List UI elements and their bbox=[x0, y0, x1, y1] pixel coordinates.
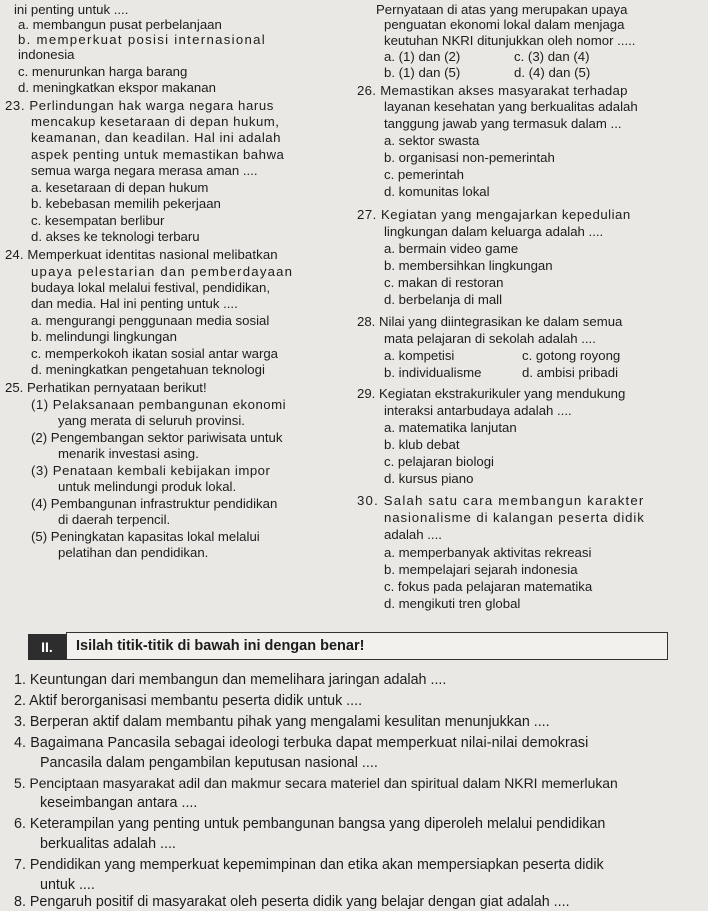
essay-question-8: 8. Pengaruh positif di masyarakat oleh peserta didik yang belajar dengan giat adalah .... bbox=[14, 894, 570, 910]
question-text: interaksi antarbudaya adalah .... bbox=[384, 403, 572, 418]
option-a: a. sektor swasta bbox=[384, 133, 480, 148]
option-d: d. komunitas lokal bbox=[384, 184, 490, 199]
option-b-cont: indonesia bbox=[18, 47, 75, 62]
statement-5: (5) Peningkatan kapasitas lokal melalui bbox=[31, 529, 260, 544]
statement-4: (4) Pembangunan infrastruktur pendidikan bbox=[31, 496, 278, 511]
text-line: ini penting untuk .... bbox=[14, 2, 129, 17]
option-c: c. pelajaran biologi bbox=[384, 454, 494, 469]
essay-question-7-cont: untuk .... bbox=[40, 877, 95, 893]
statement-2: (2) Pengembangan sektor pariwisata untuk bbox=[31, 430, 283, 445]
question-29: 29. Kegiatan ekstrakurikuler yang mendukung bbox=[357, 386, 626, 401]
essay-question-5-cont: keseimbangan antara .... bbox=[40, 795, 198, 811]
question-text: keutuhan NKRI ditunjukkan oleh nomor ..... bbox=[384, 33, 636, 48]
option-c: c. (3) dan (4) bbox=[514, 49, 590, 64]
option-d: d. akses ke teknologi terbaru bbox=[31, 229, 200, 244]
option-b: b. organisasi non-pemerintah bbox=[384, 150, 555, 165]
question-text: aspek penting untuk memastikan bahwa bbox=[31, 147, 285, 162]
option-a: a. mengurangi penggunaan media sosial bbox=[31, 313, 270, 328]
option-d: d. berbelanja di mall bbox=[384, 292, 503, 307]
essay-question-2: 2. Aktif berorganisasi membantu peserta didik untuk .... bbox=[14, 693, 363, 709]
question-text: budaya lokal melalui festival, pendidikan, bbox=[31, 280, 270, 295]
statement-1-cont: yang merata di seluruh provinsi. bbox=[58, 413, 245, 428]
essay-question-7: 7. Pendidikan yang memperkuat kepemimpinan dan etika akan mempersiapkan peserta didik bbox=[14, 857, 604, 873]
question-text: nasionalisme di kalangan peserta didik bbox=[384, 510, 645, 525]
option-b: b. membersihkan lingkungan bbox=[384, 258, 553, 273]
statement-1: (1) Pelaksanaan pembangunan ekonomi bbox=[31, 397, 287, 412]
essay-question-6: 6. Keterampilan yang penting untuk pembangunan bangsa yang diperoleh melalui pendidikan bbox=[14, 816, 606, 832]
essay-question-6-cont: berkualitas adalah .... bbox=[40, 836, 176, 852]
question-30: 30. Salah satu cara membangun karakter bbox=[357, 493, 645, 508]
essay-question-1: 1. Keuntungan dari membangun dan memelihara jaringan adalah .... bbox=[14, 672, 447, 688]
option-a: a. bermain video game bbox=[384, 241, 519, 256]
essay-question-3: 3. Berperan aktif dalam membantu pihak yang mengalami kesulitan menunjukkan .... bbox=[14, 714, 550, 730]
option-c: c. gotong royong bbox=[522, 348, 621, 363]
essay-question-4-cont: Pancasila dalam pengambilan keputusan nasional .... bbox=[40, 755, 378, 771]
option-a: a. matematika lanjutan bbox=[384, 420, 517, 435]
option-a: a. kesetaraan di depan hukum bbox=[31, 180, 209, 195]
question-text: penguatan ekonomi lokal dalam menjaga bbox=[384, 17, 625, 32]
question-28: 28. Nilai yang diintegrasikan ke dalam semua bbox=[357, 314, 623, 329]
option-c: c. kesempatan berlibur bbox=[31, 213, 165, 228]
option-d: d. kursus piano bbox=[384, 471, 474, 486]
question-text: Pernyataan di atas yang merupakan upaya bbox=[376, 2, 628, 17]
option-d: d. meningkatkan pengetahuan teknologi bbox=[31, 362, 265, 377]
option-d: d. (4) dan (5) bbox=[514, 65, 591, 80]
question-text: semua warga negara merasa aman .... bbox=[31, 163, 258, 178]
essay-question-5: 5. Penciptaan masyarakat adil dan makmur secara materiel dan spiritual dalam NKRI memerlukan bbox=[14, 775, 618, 791]
option-d: d. meningkatkan ekspor makanan bbox=[18, 80, 216, 95]
option-c: c. memperkokoh ikatan sosial antar warga bbox=[31, 346, 279, 361]
option-b: b. kebebasan memilih pekerjaan bbox=[31, 196, 221, 211]
option-c: c. menurunkan harga barang bbox=[18, 64, 188, 79]
option-c: c. makan di restoran bbox=[384, 275, 504, 290]
essay-question-4: 4. Bagaimana Pancasila sebagai ideologi terbuka dapat memperkuat nilai-nilai demokrasi bbox=[14, 735, 589, 751]
option-b: b. individualisme bbox=[384, 365, 482, 380]
question-text: lingkungan dalam keluarga adalah .... bbox=[384, 224, 604, 239]
option-c: c. pemerintah bbox=[384, 167, 464, 182]
question-text: mencakup kesetaraan di depan hukum, bbox=[31, 114, 280, 129]
question-text: layanan kesehatan yang berkualitas adalah bbox=[384, 99, 638, 114]
option-b: b. mempelajari sejarah indonesia bbox=[384, 562, 578, 577]
option-d: d. ambisi pribadi bbox=[522, 365, 619, 380]
question-text: tanggung jawab yang termasuk dalam ... bbox=[384, 116, 622, 131]
option-b: b. memperkuat posisi internasional bbox=[18, 32, 266, 47]
option-a: a. memperbanyak aktivitas rekreasi bbox=[384, 545, 592, 560]
statement-4-cont: di daerah terpencil. bbox=[58, 512, 171, 527]
section-title: Isilah titik-titik di bawah ini dengan benar! bbox=[76, 638, 365, 654]
question-text: keamanan, dan keadilan. Hal ini adalah bbox=[31, 130, 281, 145]
option-b: b. melindungi lingkungan bbox=[31, 329, 177, 344]
option-c: c. fokus pada pelajaran matematika bbox=[384, 579, 593, 594]
section-number: II. bbox=[28, 634, 66, 660]
question-23: 23. Perlindungan hak warga negara harus bbox=[5, 98, 275, 113]
question-text: adalah .... bbox=[384, 527, 442, 542]
question-text: upaya pelestarian dan pemberdayaan bbox=[31, 264, 294, 279]
option-a: a. kompetisi bbox=[384, 348, 455, 363]
question-25: 25. Perhatikan pernyataan berikut! bbox=[5, 380, 207, 395]
option-b: b. klub debat bbox=[384, 437, 460, 452]
option-d: d. mengikuti tren global bbox=[384, 596, 521, 611]
statement-3-cont: untuk melindungi produk lokal. bbox=[58, 479, 237, 494]
statement-3: (3) Penataan kembali kebijakan impor bbox=[31, 463, 271, 478]
option-a: a. membangun pusat perbelanjaan bbox=[18, 17, 222, 32]
option-b: b. (1) dan (5) bbox=[384, 65, 461, 80]
question-24: 24. Memperkuat identitas nasional melibatkan bbox=[5, 247, 278, 262]
question-text: dan media. Hal ini penting untuk .... bbox=[31, 296, 238, 311]
question-text: mata pelajaran di sekolah adalah .... bbox=[384, 331, 596, 346]
option-a: a. (1) dan (2) bbox=[384, 49, 461, 64]
statement-5-cont: pelatihan dan pendidikan. bbox=[58, 545, 209, 560]
question-26: 26. Memastikan akses masyarakat terhadap bbox=[357, 83, 628, 98]
question-27: 27. Kegiatan yang mengajarkan kepedulian bbox=[357, 207, 631, 222]
statement-2-cont: menarik investasi asing. bbox=[58, 446, 199, 461]
